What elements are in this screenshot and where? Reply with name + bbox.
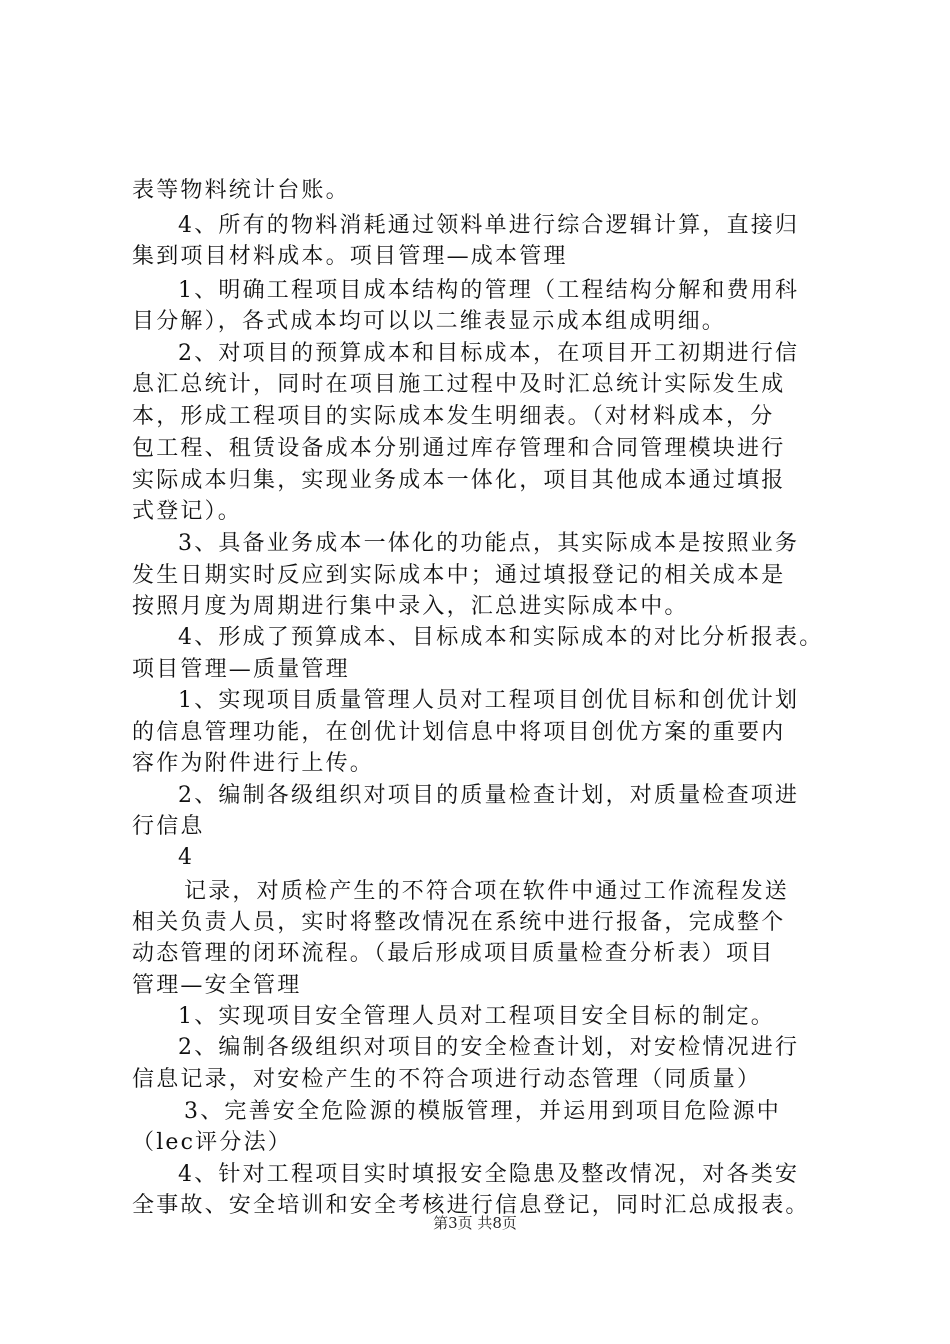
text-line: 3、完善安全危险源的模版管理，并运用到项目危险源中: [184, 1099, 781, 1124]
text-line: 按照月度为周期进行集中录入，汇总进实际成本中。: [132, 594, 689, 619]
text-line: 2、编制各级组织对项目的质量检查计划，对质量检查项进: [178, 783, 800, 808]
inline-page-number: 4: [178, 845, 195, 870]
text-line: 目分解），各式成本均可以以二维表显示成本组成明细。: [132, 309, 727, 334]
text-line: 2、对项目的预算成本和目标成本，在项目开工初期进行信: [178, 341, 800, 366]
text-line: 集到项目材料成本。项目管理—成本管理: [132, 244, 568, 269]
text-line: 信息记录，对安检产生的不符合项进行动态管理（同质量）: [132, 1067, 762, 1092]
text-line: 3、具备业务成本一体化的功能点，其实际成本是按照业务: [178, 531, 800, 556]
text-line: 表等物料统计台账。: [132, 178, 350, 203]
text-line: （lec评分法）: [132, 1130, 292, 1155]
text-line: 包工程、租赁设备成本分别通过库存管理和合同管理模块进行: [132, 436, 786, 461]
text-line: 息汇总统计，同时在项目施工过程中及时汇总统计实际发生成: [132, 372, 786, 397]
text-line: 全事故、安全培训和安全考核进行信息登记，同时汇总成报表。: [132, 1193, 810, 1218]
text-line: 1、实现项目质量管理人员对工程项目创优目标和创优计划: [178, 688, 800, 713]
text-line: 行信息: [132, 814, 205, 839]
text-line: 记录，对质检产生的不符合项在软件中通过工作流程发送: [184, 879, 790, 904]
text-line: 本，形成工程项目的实际成本发生明细表。（对材料成本，分: [132, 404, 775, 429]
text-line: 实际成本归集，实现业务成本一体化，项目其他成本通过填报: [132, 468, 786, 493]
text-line: 1、实现项目安全管理人员对工程项目安全目标的制定。: [178, 1004, 775, 1029]
text-line: 式登记）。: [132, 499, 243, 524]
text-line: 管理—安全管理: [132, 973, 302, 998]
page-footer: 第3页 共8页: [433, 1214, 517, 1232]
text-line: 1、明确工程项目成本结构的管理（工程结构分解和费用科: [178, 278, 800, 303]
text-line: 4、形成了预算成本、目标成本和实际成本的对比分析报表。: [178, 625, 824, 650]
section-heading: 项目管理—质量管理: [132, 657, 350, 682]
text-line: 相关负责人员，实时将整改情况在系统中进行报备，完成整个: [132, 910, 786, 935]
text-line: 2、编制各级组织对项目的安全检查计划，对安检情况进行: [178, 1035, 800, 1060]
text-line: 的信息管理功能，在创优计划信息中将项目创优方案的重要内: [132, 720, 786, 745]
text-line: 容作为附件进行上传。: [132, 751, 375, 776]
text-line: 4、针对工程项目实时填报安全隐患及整改情况，对各类安: [178, 1162, 800, 1187]
text-line: 发生日期实时反应到实际成本中；通过填报登记的相关成本是: [132, 563, 786, 588]
text-line: 4、所有的物料消耗通过领料单进行综合逻辑计算，直接归: [178, 213, 800, 238]
text-line: 动态管理的闭环流程。（最后形成项目质量检查分析表）项目: [132, 941, 775, 966]
